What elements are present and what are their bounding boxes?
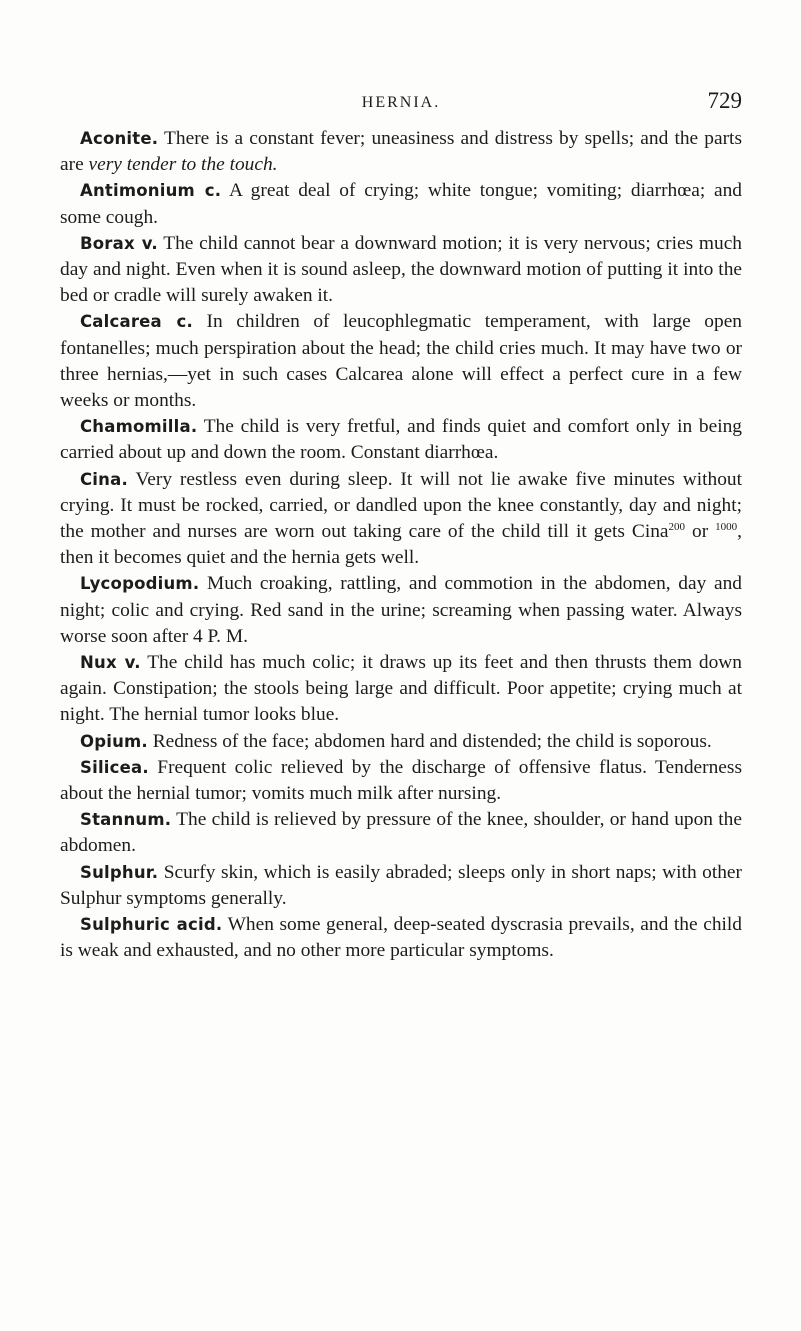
remedy-name: Opium. [80, 731, 148, 751]
entry-borax [60, 231, 742, 310]
entry-text: The child cannot bear a downward motion; it is very nervous; cries much day and night. Even when it is sound asleep, the downward motion of putting it into the bed or cradle will surely awaken it. [60, 232, 742, 307]
entry-antimonium [60, 178, 742, 230]
entry-emphasis: very tender to the touch. [88, 154, 278, 176]
remedy-name: Sulphuric acid. [80, 915, 223, 935]
potency-superscript: 1000 [715, 521, 738, 534]
entry-text: Scurfy skin, which is easily abraded; sleeps only in short naps; with other Sulphur symptoms generally. [60, 861, 742, 909]
remedy-name: Stannum. [80, 810, 172, 830]
entry-text: A great deal of crying; white tongue; vomiting; diarrhœa; and some cough. [60, 180, 742, 228]
entry-text: The child is relieved by pressure of the knee, shoulder, or hand upon the abdomen. [60, 809, 742, 857]
entry-sulphur [60, 860, 742, 912]
entry-calcarea [60, 309, 742, 414]
entry-lycopodium [60, 571, 742, 650]
entry-text: Very restless even during sleep. It will not lie awake five minutes without crying. It must be rocked, carried, or dandled upon the knee constantly, day and night; the mother and nurses are worn out taking care of the child till it gets Cina [60, 468, 742, 543]
remedy-name: Chamomilla. [80, 417, 198, 437]
entry-text: In children of leucophlegmatic temperament, with large open fontanelles; much perspiration about the head; the child cries much. It may have two or three hernias,—yet in such cases Calcarea alone will effect a perfect cure in a few weeks or months. [60, 311, 742, 412]
remedy-name: Aconite. [80, 129, 159, 148]
remedy-name: Sulphur. [80, 862, 159, 882]
entry-text: There is a constant fever; uneasiness and distress by spells; and the parts are [60, 128, 742, 176]
entry-sulphuric-acid [60, 912, 742, 964]
page-body [60, 126, 742, 965]
remedy-name: Cina. [80, 469, 128, 489]
remedy-name: Lycopodium. [80, 574, 200, 594]
entry-nux-vomica [60, 650, 742, 729]
entry-text-after: , then it becomes quiet and the hernia gets well. [60, 521, 742, 569]
remedy-name: Silicea. [80, 757, 149, 777]
entry-text-mid: or [685, 521, 716, 543]
potency-superscript: 200 [668, 521, 686, 534]
remedy-name: Calcarea c. [80, 312, 193, 332]
remedy-name: Borax v. [80, 233, 158, 253]
entry-text: The child is very fretful, and finds quiet and comfort only in being carried about up and down the room. Constant diarrhœa. [60, 416, 742, 464]
entry-text: Frequent colic relieved by the discharge of offensive flatus. Tenderness about the hernial tumor; vomits much milk after nursing. [60, 756, 742, 805]
entry-text: The child has much colic; it draws up its feet and then thrusts them down again. Constipation; the stools being large and difficult. Poor appetite; crying much at night. The hernial tumor looks blue. [60, 652, 742, 726]
entry-text: When some general, deep-seated dyscrasia prevails, and the child is weak and exhausted, and no other more particular symptoms. [60, 914, 742, 962]
page-number: 729 [707, 88, 742, 113]
entry-text: Redness of the face; abdomen hard and distended; the child is soporous. [147, 730, 712, 752]
remedy-name: Nux v. [80, 653, 141, 673]
entry-silicea [60, 755, 742, 807]
entry-opium [60, 729, 742, 755]
entry-text: Much croaking, rattling, and commotion in the abdomen, day and night; colic and crying. Red sand in the urine; screaming when passing water. Always worse soon after 4 P. M. [60, 573, 742, 647]
entry-chamomilla [60, 414, 742, 466]
entry-cina [60, 467, 742, 572]
entry-aconite [60, 126, 742, 178]
running-title: HERNIA. [361, 94, 441, 111]
page-header [60, 88, 742, 118]
remedy-name: Antimonium c. [80, 181, 222, 201]
entry-stannum [60, 807, 742, 859]
